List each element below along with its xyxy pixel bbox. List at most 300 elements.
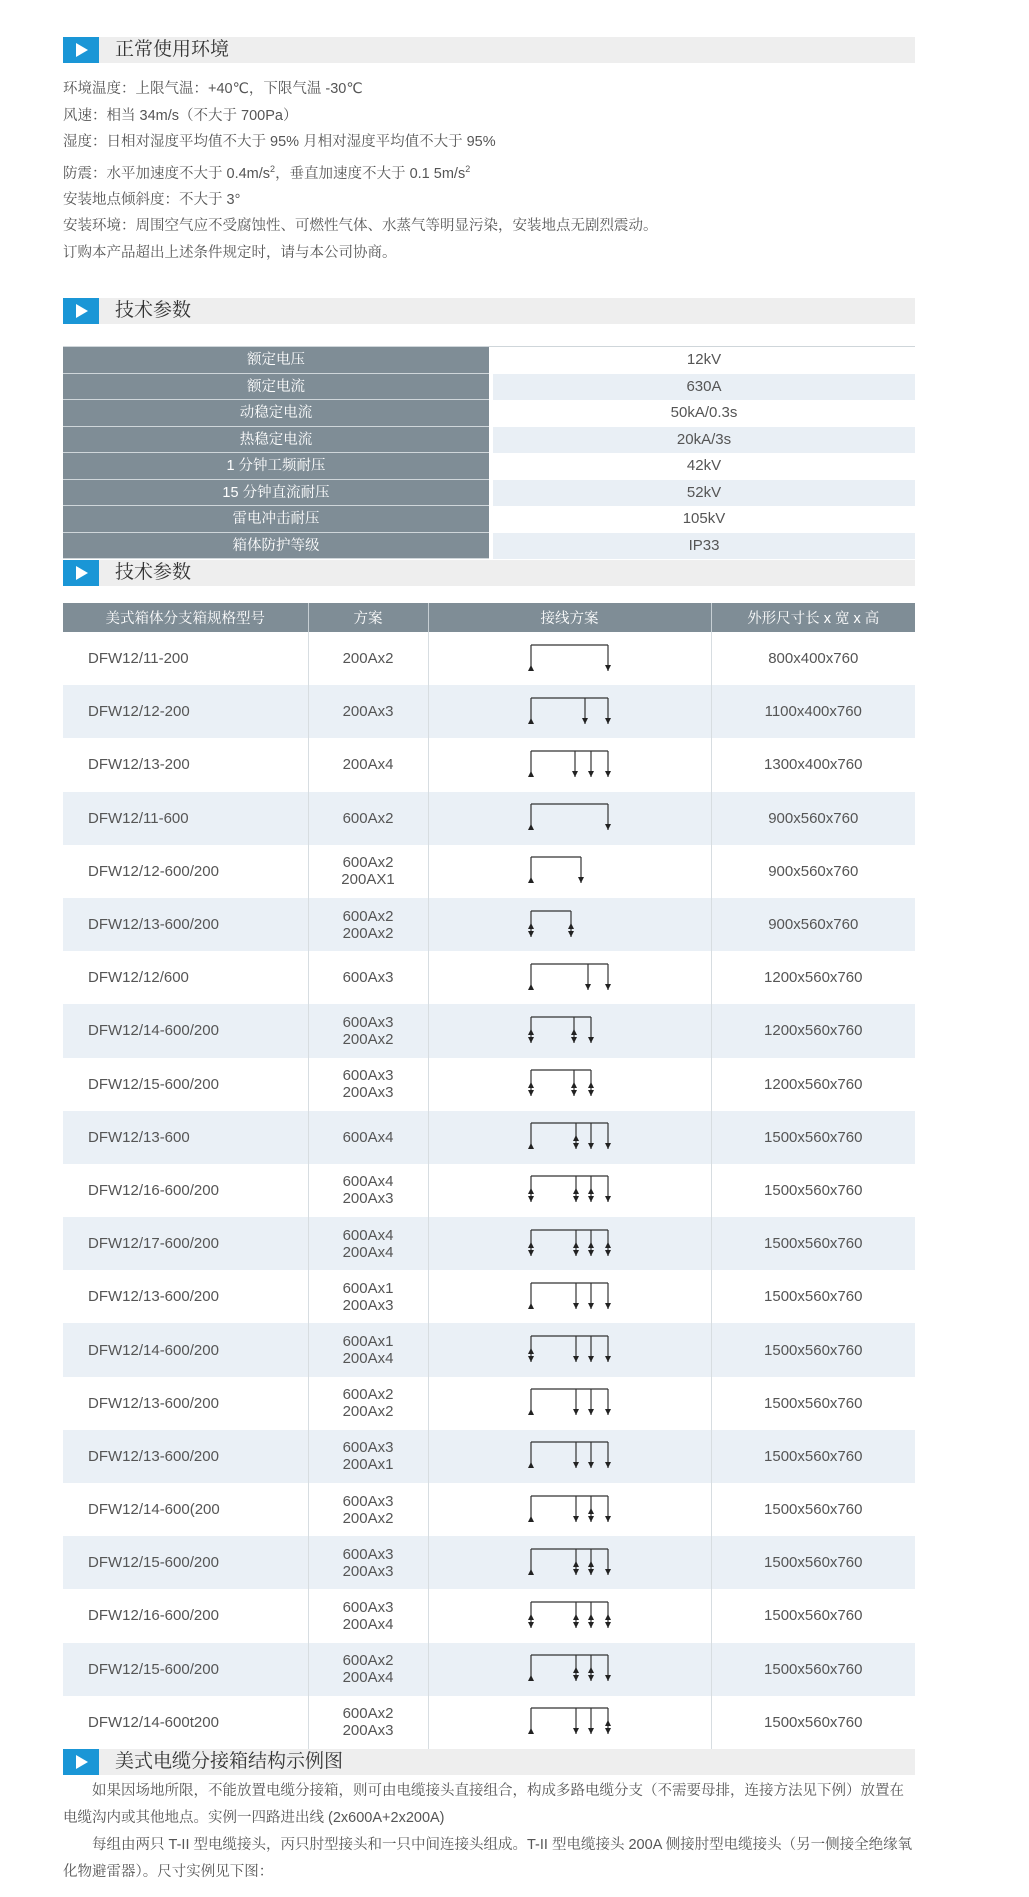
section-header-example [63, 1749, 915, 1775]
scheme-cell [308, 1217, 428, 1270]
arrow-down-icon [573, 1250, 579, 1256]
arrow-up-icon [568, 923, 574, 929]
scheme-line-1: 600Ax3 [342, 969, 394, 987]
scheme-line-2: 200Ax2 [342, 924, 394, 942]
arrow-up-icon [571, 1082, 577, 1088]
params-row [63, 480, 915, 507]
wiring-cell [428, 845, 711, 898]
wiring-diagram [515, 1116, 625, 1158]
arrow-up-icon [528, 771, 534, 777]
wiring-cell [428, 792, 711, 845]
arrow-down-icon [578, 877, 584, 883]
scheme-line-1: 600Ax3 [342, 1598, 394, 1616]
arrow-down-icon [573, 1196, 579, 1202]
model-cell: DFW12/13-600/200 [63, 1430, 308, 1483]
arrow-up-icon [528, 718, 534, 724]
play-triangle-icon [63, 37, 99, 63]
size-cell: 1200x560x760 [711, 951, 915, 1004]
scheme-line-1: 600Ax2 [342, 809, 394, 827]
header-model: 美式箱体分支箱规格型号 [63, 603, 308, 632]
env-line-humidity: 湿度：日相对湿度平均值不大于 95% 月相对湿度平均值不大于 95% [63, 134, 496, 150]
wiring-cell [428, 1270, 711, 1323]
example-paragraph-1: 如果因场地所限，不能放置电缆分接箱，则可由电缆接头直接组合，构成多路电缆分支（不需要母排，连接方法见下例）放置在电缆沟内或其他地点。实例一四路进出线 (2x600A+2x200A) [63, 1783, 904, 1826]
model-cell: DFW12/13-600 [63, 1111, 308, 1164]
arrow-up-icon [588, 1508, 594, 1514]
arrow-down-icon [573, 1409, 579, 1415]
arrow-up-icon [528, 1029, 534, 1035]
arrow-up-icon [573, 1242, 579, 1248]
model-cell: DFW12/15-600/200 [63, 1536, 308, 1589]
arrow-up-icon [605, 1242, 611, 1248]
arrow-up-icon [605, 1720, 611, 1726]
arrow-up-icon [588, 1082, 594, 1088]
example-text [63, 1778, 915, 1886]
param-value: 105kV [489, 506, 915, 533]
model-cell: DFW12/15-600/200 [88, 1075, 219, 1093]
section-title: 技术参数 [115, 562, 192, 583]
param-value: 52kV [489, 480, 915, 507]
wiring-diagram [515, 1169, 625, 1211]
param-name: 15 分钟直流耐压 [63, 480, 489, 507]
scheme-cell [308, 1270, 428, 1323]
model-cell: DFW12/17-600/200 [63, 1217, 308, 1270]
arrow-down-icon [528, 1196, 534, 1202]
arrow-down-icon [605, 1622, 611, 1628]
arrow-up-icon [588, 1614, 594, 1620]
arrow-up-icon [605, 1614, 611, 1620]
arrow-down-icon [588, 1196, 594, 1202]
params-row [63, 533, 915, 560]
params-row [63, 347, 915, 374]
arrow-down-icon [588, 1303, 594, 1309]
arrow-up-icon [573, 1614, 579, 1620]
arrow-up-icon [588, 1561, 594, 1567]
param-name: 动稳定电流 [63, 400, 489, 427]
params-row [63, 400, 915, 427]
section-header-models [63, 560, 915, 586]
table-row [63, 1111, 915, 1164]
arrow-up-icon [573, 1667, 579, 1673]
scheme-line-2: 200Ax3 [342, 1562, 394, 1580]
arrow-up-icon [528, 1348, 534, 1354]
param-value: 20kA/3s [489, 427, 915, 454]
wiring-cell [428, 1696, 711, 1749]
wiring-diagram [515, 638, 625, 680]
model-cell: DFW12/14-600(200 [88, 1501, 220, 1519]
wiring-cell [428, 1430, 711, 1483]
wiring-cell [428, 951, 711, 1004]
scheme-line-1: 600Ax4 [342, 1226, 394, 1244]
arrow-down-icon [571, 1037, 577, 1043]
arrow-up-icon [528, 1188, 534, 1194]
size-cell: 900x560x760 [711, 792, 915, 845]
wiring-cell [428, 1643, 711, 1696]
env-line-temperature: 环境温度：上限气温：+40℃，下限气温 -30℃ [63, 81, 363, 97]
arrow-down-icon [605, 984, 611, 990]
arrow-down-icon [588, 1728, 594, 1734]
scheme-line-1: 600Ax4 [342, 1173, 394, 1191]
arrow-up-icon [528, 1462, 534, 1468]
arrow-down-icon [588, 1143, 594, 1149]
wiring-diagram [515, 797, 625, 839]
wiring-diagram [515, 1063, 625, 1105]
param-name: 热稳定电流 [63, 427, 489, 454]
arrow-down-icon [605, 1356, 611, 1362]
arrow-down-icon [528, 1356, 534, 1362]
arrow-down-icon [585, 984, 591, 990]
arrow-down-icon [605, 1196, 611, 1202]
size-cell: 1500x560x760 [711, 1323, 915, 1376]
arrow-down-icon [605, 771, 611, 777]
table-row [63, 632, 915, 685]
arrow-down-icon [588, 771, 594, 777]
table-row [63, 1536, 915, 1589]
arrow-down-icon [588, 1516, 594, 1522]
arrow-up-icon [571, 1029, 577, 1035]
arrow-up-icon [573, 1188, 579, 1194]
wiring-diagram [515, 904, 625, 946]
arrow-down-icon [573, 1462, 579, 1468]
size-cell: 800x400x760 [711, 632, 915, 685]
model-cell: DFW12/16-600/200 [88, 1181, 219, 1199]
model-cell: DFW12/12-200 [63, 685, 308, 738]
arrow-down-icon [568, 931, 574, 937]
arrow-up-icon [588, 1188, 594, 1194]
env-line-installation: 安装环境：周围空气应不受腐蚀性、可燃性气体、水蒸气等明显污染，安装地点无剧烈震动。 [63, 218, 658, 235]
arrow-up-icon [528, 1242, 534, 1248]
wiring-cell [428, 1217, 711, 1270]
scheme-cell [308, 1111, 428, 1164]
scheme-cell [308, 1696, 428, 1749]
scheme-cell [308, 1483, 428, 1536]
arrow-up-icon [528, 1409, 534, 1415]
arrow-down-icon [605, 1516, 611, 1522]
scheme-cell [308, 1536, 428, 1589]
arrow-down-icon [573, 1569, 579, 1575]
scheme-cell [308, 1377, 428, 1430]
play-triangle-icon [63, 1749, 99, 1775]
scheme-line-2: 200Ax1 [342, 1456, 394, 1474]
param-value: 42kV [489, 453, 915, 480]
scheme-line-1: 600Ax3 [342, 1439, 394, 1457]
arrow-up-icon [528, 1614, 534, 1620]
arrow-down-icon [605, 718, 611, 724]
table-row [63, 845, 915, 898]
table-row [63, 792, 915, 845]
scheme-line-1: 600Ax3 [342, 1067, 394, 1085]
model-cell: DFW12/11-600 [63, 792, 308, 845]
scheme-cell [308, 1164, 428, 1217]
wiring-diagram [515, 1648, 625, 1690]
wiring-cell [428, 1483, 711, 1536]
arrow-up-icon [528, 1303, 534, 1309]
wiring-cell [428, 1004, 711, 1057]
arrow-up-icon [528, 1082, 534, 1088]
env-line-order-note: 订购本产品超出上述条件规定时，请与本公司协商。 [63, 244, 397, 261]
arrow-down-icon [573, 1303, 579, 1309]
section-title: 美式电缆分接箱结构示例图 [115, 1751, 344, 1772]
arrow-down-icon [573, 1728, 579, 1734]
environment-text [63, 76, 963, 266]
arrow-down-icon [605, 1675, 611, 1681]
scheme-cell [308, 685, 428, 738]
size-cell: 1500x560x760 [711, 1696, 915, 1749]
size-cell: 1500x560x760 [711, 1536, 915, 1589]
scheme-cell [308, 738, 428, 791]
wiring-cell [428, 1377, 711, 1430]
superscript: 2 [270, 163, 276, 174]
scheme-line-1: 600Ax2 [342, 1386, 394, 1404]
wiring-diagram [515, 691, 625, 733]
scheme-cell [308, 1004, 428, 1057]
arrow-up-icon [528, 877, 534, 883]
model-cell: DFW12/13-600/200 [63, 898, 308, 951]
arrow-up-icon [573, 1561, 579, 1567]
scheme-cell [308, 792, 428, 845]
scheme-line-2: 200Ax2 [342, 1509, 394, 1527]
scheme-line-1: 200Ax4 [342, 756, 394, 774]
arrow-down-icon [588, 1409, 594, 1415]
wiring-diagram [515, 1382, 625, 1424]
wiring-diagram [515, 1223, 625, 1265]
wiring-diagram [515, 1329, 625, 1371]
scheme-line-2: 200Ax2 [342, 1030, 394, 1048]
model-cell: DFW12/12-600/200 [88, 862, 219, 880]
scheme-line-1: 600Ax2 [342, 907, 394, 925]
arrow-down-icon [528, 931, 534, 937]
scheme-cell [308, 632, 428, 685]
arrow-up-icon [528, 1143, 534, 1149]
model-cell: DFW12/14-600/200 [63, 1323, 308, 1376]
scheme-line-2: 200Ax3 [342, 1722, 394, 1740]
example-paragraph-2: 每组由两只 T-II 型电缆接头，丙只肘型接头和一只中间连接头组成。T-II 型电缆接头 200A 侧接肘型电缆接头（另一侧接全绝缘氧化物避雷器）。尺寸实例见下图： [63, 1837, 913, 1880]
params-row [63, 453, 915, 480]
size-cell: 1500x560x760 [711, 1217, 915, 1270]
table-row [63, 1377, 915, 1430]
models-table [63, 603, 915, 1749]
size-cell: 1500x560x760 [711, 1589, 915, 1642]
section-header-params [63, 298, 915, 324]
table-row [63, 1164, 915, 1217]
header-size: 外形尺寸长 x 宽 x 高 [711, 603, 915, 632]
wiring-cell [428, 1323, 711, 1376]
header-scheme: 方案 [308, 603, 428, 632]
table-row [63, 685, 915, 738]
arrow-down-icon [605, 1728, 611, 1734]
params-row [63, 427, 915, 454]
arrow-down-icon [573, 1356, 579, 1362]
model-cell: DFW12/15-600/200 [63, 1643, 308, 1696]
scheme-line-2: 200Ax2 [342, 1403, 394, 1421]
section-title: 技术参数 [115, 300, 192, 321]
table-row [63, 1004, 915, 1057]
scheme-line-2: 200Ax4 [342, 1615, 394, 1633]
model-cell: DFW12/11-200 [88, 650, 189, 668]
wiring-diagram [515, 957, 625, 999]
wiring-diagram [515, 1595, 625, 1637]
size-cell: 900x560x760 [711, 845, 915, 898]
params-row [63, 374, 915, 401]
arrow-down-icon [573, 1675, 579, 1681]
arrow-down-icon [588, 1037, 594, 1043]
arrow-down-icon [588, 1356, 594, 1362]
model-cell: DFW12/16-600/200 [88, 1607, 219, 1625]
scheme-line-2: 200Ax3 [342, 1190, 394, 1208]
wiring-diagram [515, 1276, 625, 1318]
arrow-down-icon [573, 1143, 579, 1149]
scheme-line-1: 600Ax3 [342, 1545, 394, 1563]
arrow-down-icon [605, 1250, 611, 1256]
arrow-down-icon [582, 718, 588, 724]
table-row [63, 1323, 915, 1376]
arrow-up-icon [528, 1516, 534, 1522]
wiring-cell [428, 898, 711, 951]
arrow-down-icon [588, 1462, 594, 1468]
scheme-cell [308, 845, 428, 898]
wiring-diagram [515, 1010, 625, 1052]
scheme-line-1: 600Ax2 [342, 1705, 394, 1723]
size-cell: 1300x400x760 [711, 738, 915, 791]
wiring-cell [428, 1536, 711, 1589]
arrow-down-icon [528, 1090, 534, 1096]
param-name: 雷电冲击耐压 [63, 506, 489, 533]
seismic-horizontal: 防震：水平加速度不大于 0.4m/s [63, 165, 271, 182]
arrow-up-icon [528, 1675, 534, 1681]
arrow-up-icon [588, 1242, 594, 1248]
scheme-line-1: 600Ax3 [342, 1013, 394, 1031]
arrow-up-icon [573, 1135, 579, 1141]
size-cell: 1500x560x760 [711, 1430, 915, 1483]
wiring-cell [428, 1164, 711, 1217]
arrow-down-icon [588, 1250, 594, 1256]
table-row [63, 1483, 915, 1536]
scheme-line-2: 200Ax3 [342, 1296, 394, 1314]
size-cell: 1100x400x760 [711, 685, 915, 738]
arrow-down-icon [605, 1409, 611, 1415]
scheme-line-1: 600Ax3 [342, 1492, 394, 1510]
arrow-down-icon [605, 1569, 611, 1575]
arrow-up-icon [588, 1667, 594, 1673]
play-triangle-icon [63, 298, 99, 324]
arrow-down-icon [571, 1090, 577, 1096]
params-row [63, 506, 915, 533]
wiring-cell [428, 685, 711, 738]
env-line-tilt: 安装地点倾斜度：不大于 3° [63, 191, 241, 208]
size-cell: 1500x560x760 [711, 1164, 915, 1217]
arrow-down-icon [573, 1516, 579, 1522]
arrow-down-icon [573, 1622, 579, 1628]
wiring-cell [428, 1111, 711, 1164]
model-cell: DFW12/13-200 [88, 756, 190, 774]
param-name: 额定电压 [63, 347, 489, 374]
arrow-down-icon [528, 1037, 534, 1043]
table-row [63, 1696, 915, 1749]
header-wiring: 接线方案 [428, 603, 711, 632]
arrow-down-icon [605, 1303, 611, 1309]
scheme-line-1: 200Ax2 [342, 650, 394, 668]
scheme-line-1: 600Ax1 [342, 1333, 394, 1351]
scheme-cell [308, 1643, 428, 1696]
scheme-cell [308, 951, 428, 1004]
superscript: 2 [465, 163, 471, 174]
scheme-cell [308, 898, 428, 951]
arrow-down-icon [588, 1622, 594, 1628]
size-cell: 1500x560x760 [711, 1483, 915, 1536]
model-cell: DFW12/14-600/200 [63, 1004, 308, 1057]
scheme-line-1: 200Ax3 [342, 703, 394, 721]
arrow-up-icon [528, 665, 534, 671]
arrow-down-icon [528, 1250, 534, 1256]
wiring-cell [428, 1058, 711, 1111]
size-cell: 1200x560x760 [711, 1004, 915, 1057]
scheme-cell [308, 1058, 428, 1111]
table-row [63, 1217, 915, 1270]
param-value: 12kV [489, 347, 915, 374]
scheme-line-2: 200Ax3 [342, 1084, 394, 1102]
table-row [63, 1589, 915, 1642]
scheme-cell [308, 1430, 428, 1483]
table-row [63, 951, 915, 1004]
model-cell: DFW12/13-600/200 [88, 1288, 219, 1306]
env-line-wind: 风速：相当 34m/s（不大于 700Pa） [63, 107, 298, 124]
wiring-diagram [515, 744, 625, 786]
env-line-seismic [63, 156, 963, 187]
arrow-up-icon [528, 1569, 534, 1575]
arrow-down-icon [588, 1090, 594, 1096]
size-cell: 900x560x760 [711, 898, 915, 951]
param-value: IP33 [489, 533, 915, 560]
arrow-up-icon [528, 984, 534, 990]
scheme-cell [308, 1323, 428, 1376]
scheme-line-2: 200Ax4 [342, 1350, 394, 1368]
param-value: 50kA/0.3s [489, 400, 915, 427]
arrow-down-icon [605, 665, 611, 671]
arrow-up-icon [528, 824, 534, 830]
arrow-up-icon [528, 1728, 534, 1734]
scheme-line-2: 200Ax4 [342, 1669, 394, 1687]
size-cell: 1500x560x760 [711, 1270, 915, 1323]
wiring-diagram [515, 1701, 625, 1743]
table-row [63, 1430, 915, 1483]
table-row [63, 1270, 915, 1323]
table-row [63, 738, 915, 791]
scheme-line-1: 600Ax4 [342, 1128, 394, 1146]
size-cell: 1500x560x760 [711, 1111, 915, 1164]
wiring-diagram [515, 850, 625, 892]
play-triangle-icon [63, 560, 99, 586]
table-row [63, 898, 915, 951]
table-header-row [63, 603, 915, 632]
size-cell: 1500x560x760 [711, 1377, 915, 1430]
scheme-line-2: 200AX1 [341, 871, 395, 889]
arrow-down-icon [605, 824, 611, 830]
seismic-vertical: ，垂直加速度不大于 0.1 5m/s [275, 165, 466, 182]
section-header-environment [63, 37, 915, 63]
section-title: 正常使用环境 [115, 39, 230, 60]
scheme-line-1: 600Ax2 [342, 854, 394, 872]
wiring-cell [428, 1589, 711, 1642]
wiring-diagram [515, 1542, 625, 1584]
arrow-down-icon [528, 1622, 534, 1628]
arrow-down-icon [605, 1462, 611, 1468]
scheme-line-2: 200Ax4 [342, 1243, 394, 1261]
arrow-down-icon [588, 1675, 594, 1681]
arrow-down-icon [605, 1143, 611, 1149]
param-name: 额定电流 [63, 374, 489, 401]
model-cell: DFW12/12/600 [88, 969, 189, 987]
arrow-down-icon [572, 771, 578, 777]
params-table [63, 346, 915, 559]
